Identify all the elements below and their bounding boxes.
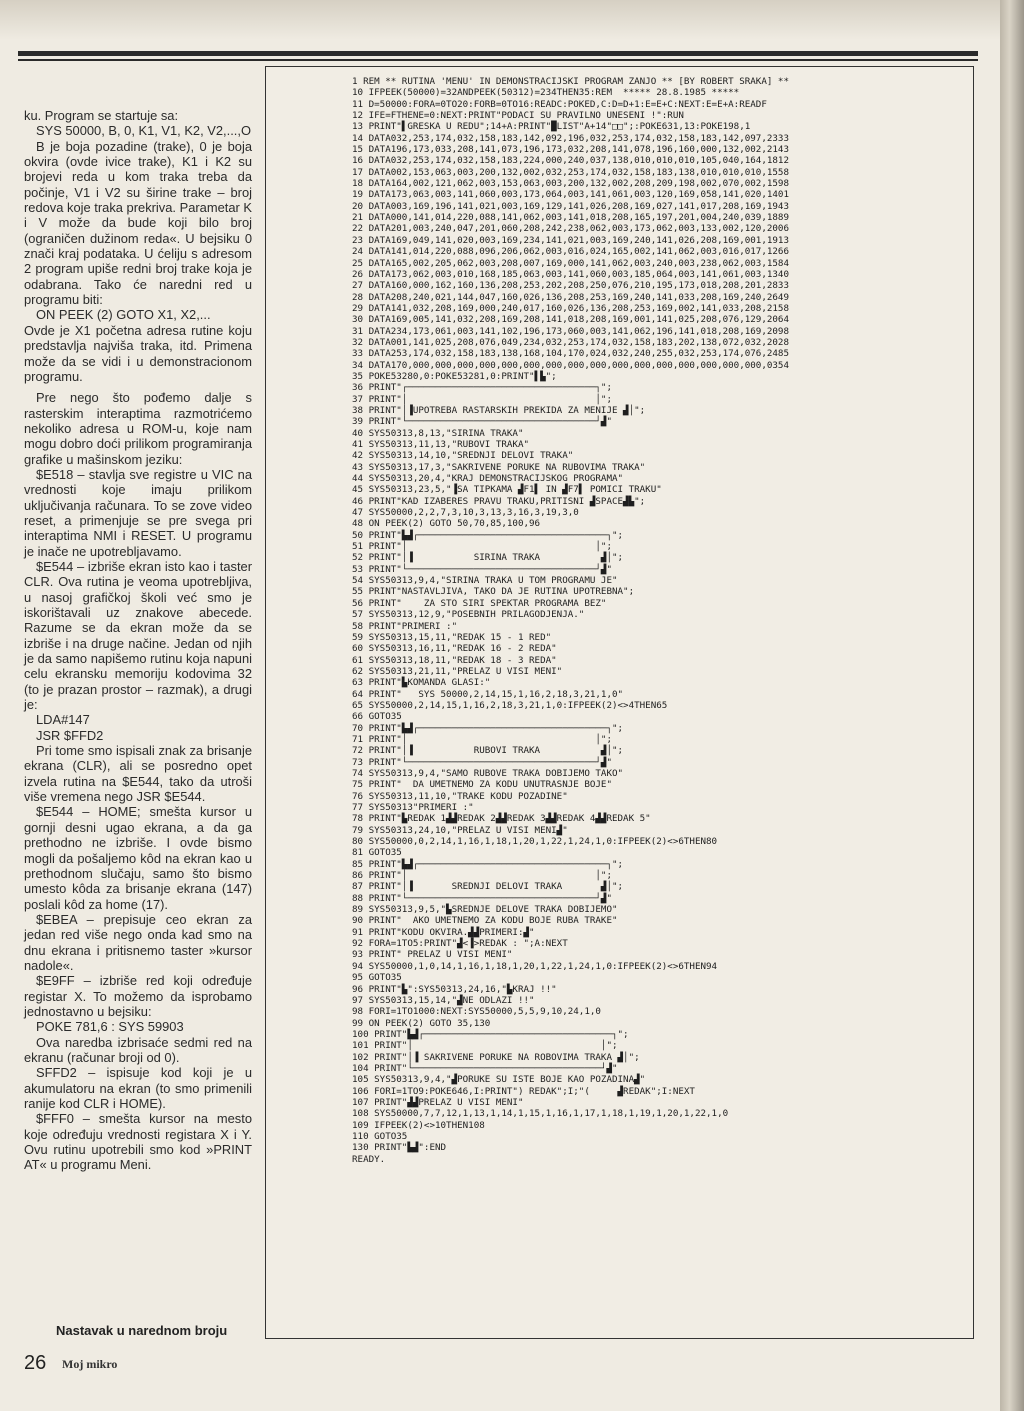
listing-line: 50 PRINT"▙▟┌──────────────────────────────────┐"; bbox=[352, 529, 624, 541]
listing-line: 110 GOTO35 bbox=[352, 1130, 408, 1142]
listing-line: 44 SYS50313,20,4,"KRAJ DEMONSTRACIJSKOG PROGRAMA" bbox=[352, 473, 624, 485]
listing-line: 107 PRINT"▟▟PRELAZ U VISI MENI" bbox=[352, 1096, 524, 1108]
article-paragraph: JSR $FFD2 bbox=[36, 727, 104, 743]
listing-line: 97 SYS50313,15,14,"▟NE ODLAZI !!" bbox=[352, 994, 535, 1006]
listing-line: 85 PRINT"▙▟┌──────────────────────────────────┐"; bbox=[352, 858, 624, 870]
header-rule-thin bbox=[18, 59, 978, 61]
listing-line: 11 D=50000:FORA=0TO20:FORB=0TO16:READC:POKED,C:D=D+1:E=E+C:NEXT:E=E+A:READF bbox=[352, 98, 767, 110]
listing-line: 10 IFPEEK(50000)=32ANDPEEK(50312)=234THEN35:REM ***** 28.8.1985 ***** bbox=[352, 87, 740, 99]
listing-line: 22 DATA201,003,240,047,201,060,208,242,238,062,003,173,062,003,133,002,120,2006 bbox=[352, 223, 789, 235]
listing-line: 16 DATA032,253,174,032,158,183,224,000,240,037,138,010,010,010,105,040,164,1812 bbox=[352, 155, 789, 167]
listing-line: 106 FORI=1TO9:POKE646,I:PRINT") REDAK";I;"( ▟REDAK";I:NEXT bbox=[352, 1085, 695, 1097]
listing-line: 58 PRINT"PRIMERI :" bbox=[352, 620, 458, 632]
listing-line: 79 SYS50313,24,10,"PRELAZ U VISI MENI▟" bbox=[352, 824, 568, 836]
listing-line: 28 DATA208,240,021,144,047,160,026,136,208,253,169,240,141,033,208,169,240,2649 bbox=[352, 291, 789, 303]
article-paragraph: $E9FF – izbriše red koji određuje registar X. To možemo da isprobamo jednostavno u bejsiku: bbox=[24, 973, 252, 1019]
listing-line: 94 SYS50000,1,0,14,1,16,1,18,1,20,1,22,1,24,1,0:IFPEEK(2)<>6THEN94 bbox=[352, 960, 718, 972]
listing-line: 23 DATA169,049,141,020,003,169,234,141,021,003,169,240,141,026,208,169,001,1913 bbox=[352, 234, 789, 246]
listing-line: 77 SYS50313"PRIMERI :" bbox=[352, 802, 474, 813]
listing-line: 66 GOTO35 bbox=[352, 711, 402, 723]
listing-line: 70 PRINT"▙▟┌──────────────────────────────────┐"; bbox=[352, 722, 624, 734]
article-paragraph: Pri tome smo ispisali znak za brisanje ekrana (CLR), ali se posredno opet izvela rutina na $E544, tako da utroši više vremena nego JSR $E544. bbox=[24, 743, 252, 805]
listing-line: 80 SYS50000,0,2,14,1,16,1,18,1,20,1,22,1,24,1,0:IFPEEK(2)<>6THEN80 bbox=[352, 836, 718, 848]
article-text-column bbox=[24, 108, 252, 1173]
listing-line: 61 SYS50313,18,11,"REDAK 18 - 3 REDA" bbox=[352, 654, 557, 666]
page-edge-shadow bbox=[1000, 0, 1024, 1411]
article-paragraph: $E544 – izbriše ekran isto kao i taster CLR. Ova rutina je veoma upotrebljiva, u nasoj grafičkoj školi već smo je iskorištavali uz znakove abecede. Razume se da ekran može da se izbriše i na druge načine. Jedan od njih je da samo napišemo rutinu koja napuni celu ekransku memoriju kodovima 32 (to je prazan prostor – razmak), a drugi je: bbox=[24, 558, 252, 713]
listing-line: 72 PRINT"│▐ RUBOVI TRAKA ▟│"; bbox=[352, 745, 624, 757]
listing-line: 14 DATA032,253,174,032,158,183,142,092,196,032,253,174,032,158,183,142,097,2333 bbox=[352, 132, 789, 144]
article-paragraph: $FFF0 – smešta kursor na mesto koje određuju vrednosti registara X i Y. Ovu rutinu upotrebili smo kod »PRINT AT« u programu Meni. bbox=[24, 1111, 252, 1173]
article-paragraph: Ovde je X1 početna adresa rutine koju predstavlja najviša traka, itd. Primena može da se vidi i u demonstracionom programu. bbox=[24, 322, 252, 384]
listing-line: 47 SYS50000,2,2,7,3,10,3,13,3,16,3,19,3,0 bbox=[352, 507, 579, 519]
listing-line: 36 PRINT"┌──────────────────────────────────┐"; bbox=[352, 382, 612, 394]
article-paragraph: $EBEA – prepisuje ceo ekran za jedan red više nego onda kad smo na dnu ekrana i pritisnemo taster »kursor nadole«. bbox=[24, 911, 252, 973]
listing-line: 130 PRINT"▙▟":END bbox=[352, 1142, 447, 1154]
listing-line: 90 PRINT" AKO UMETNEMO ZA KODU BOJE RUBA TRAKE" bbox=[352, 915, 618, 927]
basic-program-listing bbox=[352, 76, 912, 1165]
listing-line: 27 DATA160,000,162,160,136,208,253,202,208,250,076,210,195,173,018,208,201,2833 bbox=[352, 280, 789, 292]
listing-line: 92 FORA=1TO5:PRINT"▟<▐>REDAK : ";A:NEXT bbox=[352, 938, 568, 950]
listing-line: 24 DATA141,014,220,088,096,206,062,003,016,024,165,002,141,062,003,016,017,1266 bbox=[352, 246, 789, 258]
listing-line: 87 PRINT"│▐ SREDNJI DELOVI TRAKA ▟│"; bbox=[352, 881, 624, 893]
listing-line: 100 PRINT"▙▟┌──────────────────────────────────┐"; bbox=[352, 1028, 629, 1040]
listing-line: 108 SYS50000,7,7,12,1,13,1,14,1,15,1,16,1,17,1,18,1,19,1,20,1,22,1,0 bbox=[352, 1108, 729, 1120]
listing-line: 41 SYS50313,11,13,"RUBOVI TRAKA" bbox=[352, 439, 530, 450]
listing-line: 20 DATA003,169,196,141,021,003,169,129,141,026,208,169,027,141,017,208,169,1943 bbox=[352, 200, 789, 212]
listing-line: 102 PRINT"│▐ SAKRIVENE PORUKE NA ROBOVIMA TRAKA ▟│"; bbox=[352, 1051, 640, 1063]
listing-line: 19 DATA173,063,003,141,060,003,173,064,003,141,061,003,120,169,058,141,020,1401 bbox=[352, 189, 789, 201]
listing-line: 104 PRINT"└──────────────────────────────────┘▟" bbox=[352, 1062, 618, 1074]
listing-line: 51 PRINT"│ │"; bbox=[352, 541, 612, 553]
listing-line: 52 PRINT"│▐ SIRINA TRAKA ▟│"; bbox=[352, 552, 624, 564]
listing-line: 30 DATA169,005,141,032,208,169,208,141,018,208,169,001,141,025,208,076,129,2064 bbox=[352, 314, 789, 326]
listing-line: 39 PRINT"└──────────────────────────────────┘▟" bbox=[352, 416, 612, 428]
listing-line: 12 IFE=FTHENE=0:NEXT:PRINT"PODACI SU PRAVILNO UNESENI !":RUN bbox=[352, 110, 684, 122]
article-paragraph: ku. Program se startuje sa: bbox=[24, 108, 179, 123]
listing-line: 32 DATA001,141,025,208,076,049,234,032,253,174,032,158,183,202,138,072,032,2028 bbox=[352, 336, 789, 348]
listing-line: 13 PRINT"▌GRESKA U REDU";14+A:PRINT"█LIST"A+14"□□";:POKE631,13:POKE198,1 bbox=[352, 121, 751, 133]
listing-line: 38 PRINT"│▐UPOTREBA RASTARSKIH PREKIDA ZA MENIJE ▟│"; bbox=[352, 404, 646, 416]
listing-line: 15 DATA196,173,033,208,141,073,196,173,032,208,141,078,196,160,000,132,002,2143 bbox=[352, 144, 789, 156]
listing-line: 93 PRINT" PRELAZ U VISI MENI" bbox=[352, 949, 513, 961]
article-paragraph: ON PEEK (2) GOTO X1, X2,... bbox=[36, 307, 211, 323]
listing-line: 62 SYS50313,21,11,"PRELAZ U VISI MENI" bbox=[352, 665, 563, 677]
article-paragraph: $E544 – HOME; smešta kursor u gornji desni ugao ekrana, a da ga prethodno ne izbriše. I ovde bismo mogli da pošaljemo kôd na ekran kao u prethodnom slučaju, samo što bismo umesto kôda za brisanje ekrana (147) poslali kôd za home (17). bbox=[24, 804, 252, 912]
article-paragraph: POKE 781,6 : SYS 59903 bbox=[36, 1019, 184, 1035]
listing-line: 42 SYS50313,14,10,"SREDNJI DELOVI TRAKA" bbox=[352, 450, 574, 462]
article-paragraph: SYS 50000, B, 0, K1, V1, K2, V2,...,O bbox=[36, 123, 251, 139]
listing-line: 56 PRINT" ZA STO SIRI SPEKTAR PROGRAMA BEZ" bbox=[352, 597, 607, 609]
listing-line: 74 SYS50313,9,4,"SAMO RUBOVE TRAKA DOBIJEMO TAKO" bbox=[352, 767, 624, 779]
listing-line: 43 SYS50313,17,3,"SAKRIVENE PORUKE NA RUBOVIMA TRAKA" bbox=[352, 461, 646, 473]
listing-line: 75 PRINT" DA UMETNEMO ZA KODU UNUTRASNJE BOJE" bbox=[352, 779, 612, 791]
listing-line: 34 DATA170,000,000,000,000,000,000,000,000,000,000,000,000,000,000,000,000,0354 bbox=[352, 359, 789, 371]
article-paragraph: SFFD2 – ispisuje kod koji je u akumulatoru na ekran (to smo primenili ranije kod CLR i HOME). bbox=[24, 1065, 252, 1111]
listing-line: 91 PRINT"KODU OKVIRA.▟▟PRIMERI:▟" bbox=[352, 926, 535, 938]
listing-line: 57 SYS50313,12,9,"POSEBNIH PRILAGODJENJA." bbox=[352, 609, 585, 621]
listing-line: 101 PRINT"│ │"; bbox=[352, 1040, 618, 1052]
listing-line: 40 SYS50313,8,13,"SIRINA TRAKA" bbox=[352, 427, 524, 439]
listing-line: 109 IFPEEK(2)<>10THEN108 bbox=[352, 1119, 485, 1131]
listing-line: 26 DATA173,062,003,010,168,185,063,003,141,060,003,185,064,003,141,061,003,1340 bbox=[352, 268, 789, 280]
listing-line: 76 SYS50313,11,10,"TRAKE KODU POZADINE" bbox=[352, 790, 568, 802]
listing-line: 81 GOTO35 bbox=[352, 847, 402, 859]
header-rule-thick bbox=[18, 51, 978, 56]
listing-line: 59 SYS50313,15,11,"REDAK 15 - 1 RED" bbox=[352, 631, 552, 643]
magazine-name: Moj mikro bbox=[62, 1357, 118, 1371]
listing-line: 35 POKE53280,0:POKE53281,0:PRINT"▌▙"; bbox=[352, 370, 557, 382]
listing-line: 95 GOTO35 bbox=[352, 972, 402, 984]
listing-line: 45 SYS50313,23,5,"▐SA TIPKAMA ▟F1▌ IN ▟F7▌ POMICI TRAKU" bbox=[352, 484, 662, 496]
listing-line: 98 FORI=1TO1000:NEXT:SYS50000,5,5,9,10,24,1,0 bbox=[352, 1006, 601, 1018]
listing-line: 65 SYS50000,2,14,15,1,16,2,18,3,21,1,0:IFPEEK(2)<>4THEN65 bbox=[352, 699, 668, 711]
listing-line: 55 PRINT"NASTAVLJIVA, TAKO DA JE RUTINA UPOTREBNA"; bbox=[352, 586, 635, 598]
article-paragraph: B je boja pozadine (trake), 0 je boja okvira (ovde ivice trake), K1 i K2 su brojevi reda u kom traka treba da počinje, V1 i V2 su širine trake – broj redova koje traka prekriva. Parametar K i V može da bude koji bilo broj (ograničen dužinom reda«. U bejsiku 0 znači kraj podataka. U ćeliju s adresom 2 program upiše redni broj trake koja je odabrana. Tako će naredni red u programu biti: bbox=[24, 138, 252, 308]
continued-note: Nastavak u narednom broju bbox=[56, 1323, 228, 1338]
listing-line: 25 DATA165,002,205,062,003,208,007,169,000,141,062,003,240,003,238,062,003,1584 bbox=[352, 257, 789, 269]
listing-line: 64 PRINT" SYS 50000,2,14,15,1,16,2,18,3,21,1,0" bbox=[352, 688, 624, 700]
listing-line: 17 DATA002,153,063,003,200,132,002,032,253,174,032,158,183,138,010,010,010,1558 bbox=[352, 166, 789, 178]
article-paragraph: Ova naredba izbrisaće sedmi red na ekranu (računar broji od 0). bbox=[24, 1034, 252, 1065]
listing-line: 105 SYS50313,9,4,"▟PORUKE SU ISTE BOJE KAO POZADINA▟" bbox=[352, 1074, 646, 1086]
article-paragraph: $E518 – stavlja sve registre u VIC na vrednosti koje imaju prilikom uključivanja računara. To se zove video reset, a primenjuje se pre svega pri interaptima NMI i RESET. U programu je inače ne upotrebljavamo. bbox=[24, 466, 252, 559]
listing-line: 37 PRINT"│ │"; bbox=[352, 393, 612, 405]
listing-line: 71 PRINT"│ │"; bbox=[352, 733, 612, 745]
listing-line: 99 ON PEEK(2) GOTO 35,130 bbox=[352, 1017, 491, 1029]
listing-line: 89 SYS50313,9,5,"▙SREDNJE DELOVE TRAKA DOBIJEMO" bbox=[352, 904, 618, 916]
listing-line: 29 DATA141,032,208,169,000,240,017,160,026,136,208,253,169,002,141,033,208,2158 bbox=[352, 302, 789, 314]
listing-line: 1 REM ** RUTINA 'MENU' IN DEMONSTRACIJSKI PROGRAM ZANJO ** [BY ROBERT SRAKA] ** bbox=[352, 76, 789, 87]
listing-line: 78 PRINT"▙REDAK 1▟▟REDAK 2▟▟REDAK 3▟▟REDAK 4▟▟REDAK 5" bbox=[352, 813, 651, 825]
listing-line: 60 SYS50313,16,11,"REDAK 16 - 2 REDA" bbox=[352, 643, 557, 655]
listing-line: 21 DATA000,141,014,220,088,141,062,003,141,018,208,165,197,201,004,240,039,1889 bbox=[352, 212, 789, 224]
listing-line: 33 DATA253,174,032,158,183,138,168,104,170,024,032,240,255,032,253,174,076,2485 bbox=[352, 348, 789, 360]
listing-line: READY. bbox=[352, 1153, 386, 1165]
listing-line: 96 PRINT"▙":SYS50313,24,16,"▙KRAJ !!" bbox=[352, 983, 557, 995]
listing-line: 86 PRINT"│ │"; bbox=[352, 870, 612, 882]
page-top-shade bbox=[0, 0, 1000, 40]
listing-line: 53 PRINT"└──────────────────────────────────┘▟" bbox=[352, 563, 612, 575]
listing-line: 46 PRINT"KAD IZABERES PRAVU TRAKU,PRITISNI ▟SPACE▟▙"; bbox=[352, 495, 646, 507]
page-number: 26 bbox=[24, 1352, 47, 1374]
listing-line: 63 PRINT"▙KOMANDA GLASI:" bbox=[352, 677, 491, 689]
listing-line: 73 PRINT"└──────────────────────────────────┘▟" bbox=[352, 756, 612, 768]
listing-line: 18 DATA164,002,121,062,003,153,063,003,200,132,002,208,209,198,002,070,002,1598 bbox=[352, 178, 789, 190]
listing-line: 31 DATA234,173,061,003,141,102,196,173,060,003,141,062,196,141,018,208,169,2098 bbox=[352, 325, 789, 337]
article-paragraph: LDA#147 bbox=[36, 712, 90, 728]
article-paragraph: Pre nego što pođemo dalje s rasterskim interaptima razmotrićemo nekoliko adresa u ROM-u, koje nam mogu dobro doći prilikom programiranja grafike u mašinskom jeziku: bbox=[24, 390, 252, 467]
listing-line: 88 PRINT"└──────────────────────────────────┘▟" bbox=[352, 892, 612, 904]
listing-line: 48 ON PEEK(2) GOTO 50,70,85,100,96 bbox=[352, 518, 541, 530]
listing-line: 54 SYS50313,9,4,"SIRINA TRAKA U TOM PROGRAMU JE" bbox=[352, 575, 618, 587]
